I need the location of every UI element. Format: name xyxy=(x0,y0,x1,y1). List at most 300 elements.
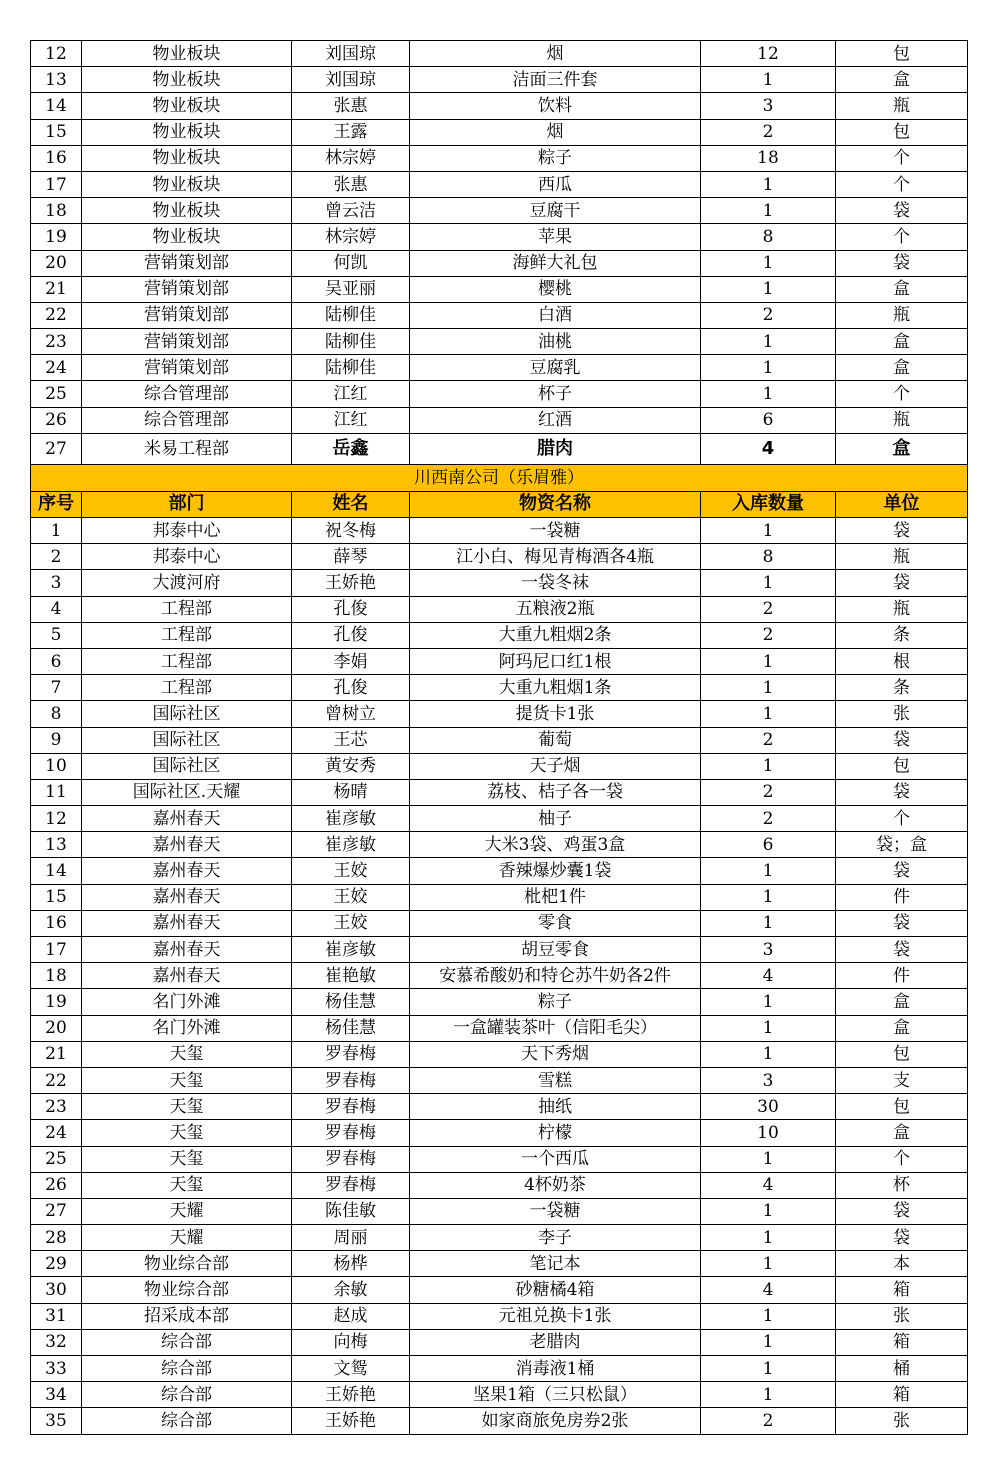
cell-no: 13 xyxy=(31,67,82,93)
cell-qty: 1 xyxy=(701,989,836,1015)
cell-item: 柚子 xyxy=(410,806,701,832)
table-row xyxy=(31,518,968,544)
cell-no: 17 xyxy=(31,171,82,197)
cell-no: 20 xyxy=(31,250,82,276)
cell-unit: 瓶 xyxy=(836,302,968,328)
cell-unit: 袋 xyxy=(836,910,968,936)
table-row xyxy=(31,41,968,67)
cell-dept: 嘉州春天 xyxy=(82,937,292,963)
table-row xyxy=(31,1015,968,1041)
cell-unit: 包 xyxy=(836,1041,968,1067)
table-row xyxy=(31,570,968,596)
cell-qty: 1 xyxy=(701,570,836,596)
cell-name: 罗春梅 xyxy=(292,1146,410,1172)
cell-dept: 嘉州春天 xyxy=(82,806,292,832)
cell-unit: 盒 xyxy=(836,433,968,464)
table-row xyxy=(31,779,968,805)
cell-item: 烟 xyxy=(410,41,701,67)
cell-qty: 1 xyxy=(701,1015,836,1041)
cell-unit: 张 xyxy=(836,1408,968,1434)
header-row xyxy=(31,491,968,517)
cell-qty: 1 xyxy=(701,1198,836,1224)
table-row xyxy=(31,302,968,328)
cell-item: 老腊肉 xyxy=(410,1329,701,1355)
cell-no: 33 xyxy=(31,1356,82,1382)
cell-qty: 3 xyxy=(701,93,836,119)
cell-dept: 天耀 xyxy=(82,1198,292,1224)
cell-name: 孔俊 xyxy=(292,675,410,701)
cell-dept: 物业板块 xyxy=(82,198,292,224)
cell-unit: 张 xyxy=(836,1303,968,1329)
previous-section-body xyxy=(31,41,968,465)
cell-qty: 2 xyxy=(701,622,836,648)
cell-name: 王露 xyxy=(292,119,410,145)
cell-name: 岳鑫 xyxy=(292,433,410,464)
cell-qty: 1 xyxy=(701,518,836,544)
cell-unit: 袋 xyxy=(836,1198,968,1224)
cell-unit: 箱 xyxy=(836,1329,968,1355)
cell-name: 王娇艳 xyxy=(292,1408,410,1434)
cell-item: 油桃 xyxy=(410,329,701,355)
cell-dept: 邦泰中心 xyxy=(82,544,292,570)
cell-item: 洁面三件套 xyxy=(410,67,701,93)
cell-name: 王姣 xyxy=(292,884,410,910)
cell-item: 4杯奶茶 xyxy=(410,1172,701,1198)
cell-no: 28 xyxy=(31,1225,82,1251)
cell-qty: 1 xyxy=(701,1251,836,1277)
cell-unit: 条 xyxy=(836,675,968,701)
cell-no: 20 xyxy=(31,1015,82,1041)
cell-dept: 营销策划部 xyxy=(82,302,292,328)
cell-name: 孔俊 xyxy=(292,596,410,622)
cell-no: 15 xyxy=(31,884,82,910)
cell-qty: 1 xyxy=(701,67,836,93)
cell-item: 李子 xyxy=(410,1225,701,1251)
cell-unit: 盒 xyxy=(836,355,968,381)
cell-dept: 天玺 xyxy=(82,1172,292,1198)
cell-dept: 营销策划部 xyxy=(82,355,292,381)
cell-item: 消毒液1桶 xyxy=(410,1356,701,1382)
cell-unit: 袋 xyxy=(836,858,968,884)
cell-name: 刘国琼 xyxy=(292,67,410,93)
table-row xyxy=(31,675,968,701)
cell-qty: 1 xyxy=(701,1329,836,1355)
table-row xyxy=(31,1408,968,1434)
cell-dept: 国际社区 xyxy=(82,701,292,727)
cell-name: 王芯 xyxy=(292,727,410,753)
cell-name: 文鸳 xyxy=(292,1356,410,1382)
table-row xyxy=(31,407,968,433)
cell-dept: 物业综合部 xyxy=(82,1277,292,1303)
cell-no: 21 xyxy=(31,276,82,302)
table-row xyxy=(31,250,968,276)
cell-qty: 1 xyxy=(701,1356,836,1382)
cell-dept: 国际社区.天耀 xyxy=(82,779,292,805)
cell-qty: 1 xyxy=(701,648,836,674)
table-row xyxy=(31,1225,968,1251)
cell-item: 红酒 xyxy=(410,407,701,433)
cell-qty: 1 xyxy=(701,1382,836,1408)
cell-dept: 营销策划部 xyxy=(82,250,292,276)
cell-dept: 名门外滩 xyxy=(82,1015,292,1041)
cell-name: 杨佳慧 xyxy=(292,989,410,1015)
cell-unit: 箱 xyxy=(836,1382,968,1408)
cell-item: 荔枝、桔子各一袋 xyxy=(410,779,701,805)
cell-name: 何凯 xyxy=(292,250,410,276)
cell-qty: 1 xyxy=(701,701,836,727)
cell-dept: 工程部 xyxy=(82,675,292,701)
cell-no: 26 xyxy=(31,407,82,433)
table-row xyxy=(31,198,968,224)
table-row xyxy=(31,433,968,464)
header-name: 姓名 xyxy=(292,491,410,517)
cell-qty: 1 xyxy=(701,910,836,936)
cell-qty: 8 xyxy=(701,224,836,250)
cell-dept: 国际社区 xyxy=(82,753,292,779)
cell-qty: 1 xyxy=(701,1225,836,1251)
table-row xyxy=(31,1172,968,1198)
cell-item: 海鲜大礼包 xyxy=(410,250,701,276)
cell-no: 22 xyxy=(31,1067,82,1093)
cell-item: 杯子 xyxy=(410,381,701,407)
table-row xyxy=(31,145,968,171)
cell-no: 35 xyxy=(31,1408,82,1434)
cell-item: 元祖兑换卡1张 xyxy=(410,1303,701,1329)
cell-item: 樱桃 xyxy=(410,276,701,302)
cell-no: 12 xyxy=(31,41,82,67)
cell-no: 15 xyxy=(31,119,82,145)
cell-qty: 18 xyxy=(701,145,836,171)
cell-unit: 袋 xyxy=(836,937,968,963)
header-dept: 部门 xyxy=(82,491,292,517)
table-row xyxy=(31,1356,968,1382)
cell-no: 31 xyxy=(31,1303,82,1329)
cell-name: 曾云洁 xyxy=(292,198,410,224)
cell-name: 崔彦敏 xyxy=(292,832,410,858)
table-row xyxy=(31,937,968,963)
cell-item: 坚果1箱（三只松鼠） xyxy=(410,1382,701,1408)
cell-item: 豆腐干 xyxy=(410,198,701,224)
cell-no: 24 xyxy=(31,1120,82,1146)
cell-qty: 4 xyxy=(701,963,836,989)
cell-qty: 1 xyxy=(701,858,836,884)
cell-no: 30 xyxy=(31,1277,82,1303)
cell-no: 14 xyxy=(31,858,82,884)
cell-item: 豆腐乳 xyxy=(410,355,701,381)
cell-qty: 8 xyxy=(701,544,836,570)
cell-name: 刘国琼 xyxy=(292,41,410,67)
table-row xyxy=(31,93,968,119)
cell-dept: 天耀 xyxy=(82,1225,292,1251)
cell-name: 陈佳敏 xyxy=(292,1198,410,1224)
cell-dept: 天玺 xyxy=(82,1094,292,1120)
cell-name: 江红 xyxy=(292,407,410,433)
cell-qty: 3 xyxy=(701,1067,836,1093)
table-row xyxy=(31,1120,968,1146)
table-row xyxy=(31,596,968,622)
table-row xyxy=(31,1198,968,1224)
cell-name: 张惠 xyxy=(292,93,410,119)
table-row xyxy=(31,1146,968,1172)
cell-unit: 袋 xyxy=(836,1225,968,1251)
cell-item: 一个西瓜 xyxy=(410,1146,701,1172)
cell-dept: 综合管理部 xyxy=(82,381,292,407)
cell-dept: 营销策划部 xyxy=(82,329,292,355)
cell-qty: 10 xyxy=(701,1120,836,1146)
cell-item: 粽子 xyxy=(410,989,701,1015)
cell-name: 王娇艳 xyxy=(292,1382,410,1408)
cell-dept: 综合部 xyxy=(82,1356,292,1382)
cell-no: 12 xyxy=(31,806,82,832)
cell-unit: 盒 xyxy=(836,1120,968,1146)
cell-no: 11 xyxy=(31,779,82,805)
cell-item: 腊肉 xyxy=(410,433,701,464)
table-row xyxy=(31,1277,968,1303)
cell-unit: 支 xyxy=(836,1067,968,1093)
cell-name: 罗春梅 xyxy=(292,1041,410,1067)
cell-name: 王姣 xyxy=(292,858,410,884)
cell-no: 34 xyxy=(31,1382,82,1408)
cell-no: 25 xyxy=(31,381,82,407)
cell-dept: 物业板块 xyxy=(82,224,292,250)
cell-qty: 1 xyxy=(701,250,836,276)
cell-dept: 嘉州春天 xyxy=(82,832,292,858)
cell-qty: 2 xyxy=(701,119,836,145)
cell-unit: 个 xyxy=(836,224,968,250)
table-row xyxy=(31,355,968,381)
cell-qty: 1 xyxy=(701,171,836,197)
table-row xyxy=(31,832,968,858)
cell-qty: 4 xyxy=(701,433,836,464)
cell-no: 25 xyxy=(31,1146,82,1172)
cell-dept: 综合部 xyxy=(82,1382,292,1408)
cell-item: 西瓜 xyxy=(410,171,701,197)
cell-name: 曾树立 xyxy=(292,701,410,727)
cell-dept: 物业板块 xyxy=(82,145,292,171)
cell-item: 雪糕 xyxy=(410,1067,701,1093)
cell-dept: 物业板块 xyxy=(82,119,292,145)
cell-name: 陆柳佳 xyxy=(292,329,410,355)
inventory-table xyxy=(30,40,968,1435)
cell-qty: 4 xyxy=(701,1277,836,1303)
cell-unit: 件 xyxy=(836,963,968,989)
cell-qty: 2 xyxy=(701,302,836,328)
cell-unit: 包 xyxy=(836,41,968,67)
cell-name: 黄安秀 xyxy=(292,753,410,779)
cell-qty: 6 xyxy=(701,832,836,858)
section-title: 川西南公司（乐眉雅） xyxy=(31,464,968,491)
cell-no: 16 xyxy=(31,145,82,171)
table-row xyxy=(31,727,968,753)
cell-item: 五粮液2瓶 xyxy=(410,596,701,622)
cell-no: 24 xyxy=(31,355,82,381)
table-row xyxy=(31,622,968,648)
cell-no: 19 xyxy=(31,989,82,1015)
cell-no: 9 xyxy=(31,727,82,753)
cell-name: 陆柳佳 xyxy=(292,302,410,328)
cell-dept: 综合部 xyxy=(82,1408,292,1434)
table-row xyxy=(31,1303,968,1329)
cell-name: 陆柳佳 xyxy=(292,355,410,381)
cell-unit: 个 xyxy=(836,381,968,407)
cell-unit: 包 xyxy=(836,753,968,779)
cell-dept: 天玺 xyxy=(82,1120,292,1146)
table-row xyxy=(31,858,968,884)
cell-no: 5 xyxy=(31,622,82,648)
cell-name: 罗春梅 xyxy=(292,1172,410,1198)
cell-dept: 国际社区 xyxy=(82,727,292,753)
cell-qty: 12 xyxy=(701,41,836,67)
cell-qty: 1 xyxy=(701,381,836,407)
cell-dept: 物业板块 xyxy=(82,41,292,67)
cell-name: 祝冬梅 xyxy=(292,518,410,544)
cell-unit: 袋 xyxy=(836,570,968,596)
table-row xyxy=(31,544,968,570)
cell-qty: 1 xyxy=(701,675,836,701)
cell-item: 大重九粗烟2条 xyxy=(410,622,701,648)
cell-unit: 个 xyxy=(836,145,968,171)
cell-no: 18 xyxy=(31,198,82,224)
cell-no: 4 xyxy=(31,596,82,622)
cell-name: 王姣 xyxy=(292,910,410,936)
cell-no: 27 xyxy=(31,433,82,464)
cell-dept: 物业板块 xyxy=(82,171,292,197)
cell-qty: 2 xyxy=(701,596,836,622)
table-row xyxy=(31,884,968,910)
table-row xyxy=(31,648,968,674)
cell-unit: 盒 xyxy=(836,329,968,355)
table-row xyxy=(31,989,968,1015)
cell-item: 一袋糖 xyxy=(410,1198,701,1224)
cell-name: 赵成 xyxy=(292,1303,410,1329)
cell-item: 零食 xyxy=(410,910,701,936)
table-row xyxy=(31,910,968,936)
cell-name: 余敏 xyxy=(292,1277,410,1303)
cell-unit: 箱 xyxy=(836,1277,968,1303)
cell-dept: 邦泰中心 xyxy=(82,518,292,544)
cell-qty: 2 xyxy=(701,806,836,832)
cell-unit: 袋 xyxy=(836,198,968,224)
cell-no: 14 xyxy=(31,93,82,119)
table-row xyxy=(31,381,968,407)
cell-item: 砂糖橘4箱 xyxy=(410,1277,701,1303)
table-row xyxy=(31,1329,968,1355)
cell-dept: 米易工程部 xyxy=(82,433,292,464)
cell-item: 大重九粗烟1条 xyxy=(410,675,701,701)
table-row xyxy=(31,276,968,302)
cell-unit: 根 xyxy=(836,648,968,674)
table-row xyxy=(31,753,968,779)
cell-no: 23 xyxy=(31,329,82,355)
cell-dept: 名门外滩 xyxy=(82,989,292,1015)
cell-name: 崔彦敏 xyxy=(292,806,410,832)
cell-no: 27 xyxy=(31,1198,82,1224)
cell-no: 19 xyxy=(31,224,82,250)
cell-unit: 袋 xyxy=(836,518,968,544)
cell-no: 1 xyxy=(31,518,82,544)
cell-no: 32 xyxy=(31,1329,82,1355)
cell-no: 7 xyxy=(31,675,82,701)
cell-item: 饮料 xyxy=(410,93,701,119)
cell-name: 薛琴 xyxy=(292,544,410,570)
cell-qty: 1 xyxy=(701,1041,836,1067)
cell-dept: 嘉州春天 xyxy=(82,910,292,936)
cell-no: 13 xyxy=(31,832,82,858)
cell-unit: 盒 xyxy=(836,1015,968,1041)
cell-name: 吴亚丽 xyxy=(292,276,410,302)
cell-dept: 招采成本部 xyxy=(82,1303,292,1329)
table-row xyxy=(31,806,968,832)
cell-no: 8 xyxy=(31,701,82,727)
cell-dept: 物业板块 xyxy=(82,93,292,119)
cell-name: 罗春梅 xyxy=(292,1120,410,1146)
table-row xyxy=(31,1094,968,1120)
cell-unit: 个 xyxy=(836,1146,968,1172)
cell-item: 江小白、梅见青梅酒各4瓶 xyxy=(410,544,701,570)
section-title-row xyxy=(31,464,968,491)
cell-unit: 袋 xyxy=(836,250,968,276)
cell-name: 杨晴 xyxy=(292,779,410,805)
cell-item: 胡豆零食 xyxy=(410,937,701,963)
cell-unit: 条 xyxy=(836,622,968,648)
cell-item: 安慕希酸奶和特仑苏牛奶各2件 xyxy=(410,963,701,989)
cell-qty: 4 xyxy=(701,1172,836,1198)
cell-item: 一袋糖 xyxy=(410,518,701,544)
cell-unit: 本 xyxy=(836,1251,968,1277)
cell-dept: 大渡河府 xyxy=(82,570,292,596)
cell-dept: 嘉州春天 xyxy=(82,963,292,989)
cell-item: 抽纸 xyxy=(410,1094,701,1120)
cell-no: 16 xyxy=(31,910,82,936)
cell-unit: 张 xyxy=(836,701,968,727)
table-row xyxy=(31,1251,968,1277)
cell-name: 张惠 xyxy=(292,171,410,197)
cell-unit: 盒 xyxy=(836,276,968,302)
cell-qty: 30 xyxy=(701,1094,836,1120)
cell-name: 杨佳慧 xyxy=(292,1015,410,1041)
cell-unit: 个 xyxy=(836,171,968,197)
cell-dept: 工程部 xyxy=(82,622,292,648)
cell-qty: 1 xyxy=(701,884,836,910)
section-block xyxy=(31,464,968,517)
cell-qty: 1 xyxy=(701,329,836,355)
cell-unit: 瓶 xyxy=(836,544,968,570)
cell-item: 天子烟 xyxy=(410,753,701,779)
cell-qty: 1 xyxy=(701,355,836,381)
cell-name: 崔艳敏 xyxy=(292,963,410,989)
cell-qty: 6 xyxy=(701,407,836,433)
cell-item: 苹果 xyxy=(410,224,701,250)
cell-item: 白酒 xyxy=(410,302,701,328)
cell-no: 10 xyxy=(31,753,82,779)
cell-unit: 个 xyxy=(836,806,968,832)
cell-item: 烟 xyxy=(410,119,701,145)
cell-qty: 1 xyxy=(701,198,836,224)
cell-dept: 嘉州春天 xyxy=(82,884,292,910)
cell-dept: 营销策划部 xyxy=(82,276,292,302)
cell-qty: 1 xyxy=(701,1146,836,1172)
cell-name: 林宗婷 xyxy=(292,224,410,250)
cell-no: 17 xyxy=(31,937,82,963)
table-row xyxy=(31,329,968,355)
cell-item: 粽子 xyxy=(410,145,701,171)
cell-no: 18 xyxy=(31,963,82,989)
cell-unit: 袋 xyxy=(836,779,968,805)
cell-name: 李娟 xyxy=(292,648,410,674)
cell-unit: 袋 xyxy=(836,727,968,753)
cell-item: 一袋冬袜 xyxy=(410,570,701,596)
cell-name: 崔彦敏 xyxy=(292,937,410,963)
